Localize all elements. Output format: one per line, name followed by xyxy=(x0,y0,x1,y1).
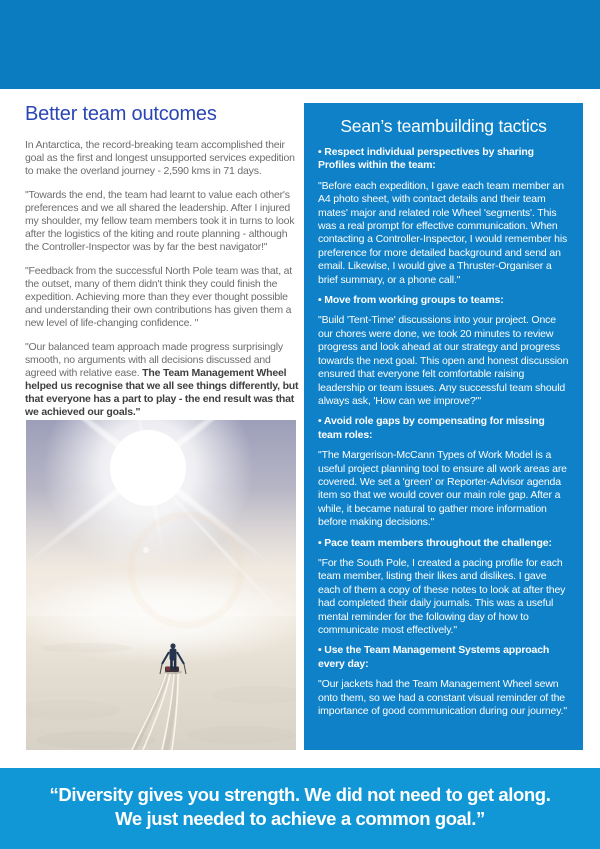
tactic-body-3: "The Margerison-McCann Types of Work Model is a useful project planning tool to ensure all work areas are covered. We set a 'green' or Reporter-Advisor agenda item so that we would cover our main role gap. After a while, it became natural to gather more information before making decisions." xyxy=(318,449,567,529)
top-banner xyxy=(0,0,600,89)
footer-banner xyxy=(0,768,600,849)
intro-paragraph: In Antarctica, the record-breaking team accomplished their goal as the first and longest unsupported services expedition to make the overland journey - 2,590 kms in 71 days. xyxy=(25,139,295,177)
tactic-body-2: "Build 'Tent-Time' discussions into your project. Once our chores were done, we took 20 minutes to review progress and look ahead at our strategy and progress towards the next goal. This open and honest discussion ensured that everyone felt comfortable raising leadership or team issues. Any successful team should always ask, 'How can we improve?'" xyxy=(318,314,569,407)
tactic-heading-2: • Move from working groups to teams: xyxy=(318,294,504,307)
tactic-body-5: "Our jackets had the Team Management Wheel sewn onto them, so we had a constant visual reminder of the importance of good communication during our journey." xyxy=(318,678,567,718)
footer-quote: “Diversity gives you strength. We did not need to get along. We just needed to achieve a common goal.” xyxy=(49,784,551,829)
closing-quote-bold: The Team Management Wheel helped us recognise that we all see things differently, but that everyone has a part to play - the end result was that we achieved our goals." xyxy=(25,367,299,418)
tactics-panel xyxy=(304,103,583,750)
tactic-heading-4: • Pace team members throughout the challenge: xyxy=(318,536,552,549)
expedition-photo-art xyxy=(26,420,296,750)
tactic-heading-5: • Use the Team Management Systems approach every day: xyxy=(318,644,550,670)
tactic-body-1: "Before each expedition, I gave each team member an A4 photo sheet, with contact details and their team mates' major and related role Wheel 'segments'. This was a real prompt for effective communication. When contacting a Controller-Inspector, I would remember his preference for more detailed background and send an email. Likewise, I would give a Thruster-Organiser a brief summary, or a phone call." xyxy=(318,179,568,286)
tactic-body-4: "For the South Pole, I created a pacing profile for each team member, listing their likes and dislikes. I gave each of them a copy of these notes to look at after they had completed their daily journals. This was a useful mental reminder for the following day of how to communicate most effectively." xyxy=(318,556,566,636)
quote-paragraph-3 xyxy=(25,341,299,419)
panel-title: Sean’s teambuilding tactics xyxy=(340,116,547,136)
tactic-heading-3: • Avoid role gaps by compensating for missing team roles: xyxy=(318,415,545,441)
quote-paragraph-2: "Feedback from the successful North Pole team was that, at the outset, many of them didn't think they could finish the expedition. Achieving more than they ever thought possible and understanding their own contributions has given them a new level of life-changing confidence. " xyxy=(25,265,293,329)
tactic-heading-1: • Respect individual perspectives by sharing Profiles within the team: xyxy=(318,146,534,172)
quote-paragraph-1: "Towards the end, the team had learnt to value each other's preferences and we all shared the leadership. After I injured my shoulder, my fellow team members took it in turns to look after the logistics of the kiting and route planning - although the Controller-Inspector was by far the best navigator!" xyxy=(25,189,295,253)
closing-quote-normal: "Our balanced team approach made progress surprisingly smooth, no arguments with all decisions discussed and agreed with relative ease. xyxy=(25,341,283,379)
article-column xyxy=(25,103,299,430)
expedition-photo xyxy=(26,420,296,750)
page-title: Better team outcomes xyxy=(25,103,217,125)
